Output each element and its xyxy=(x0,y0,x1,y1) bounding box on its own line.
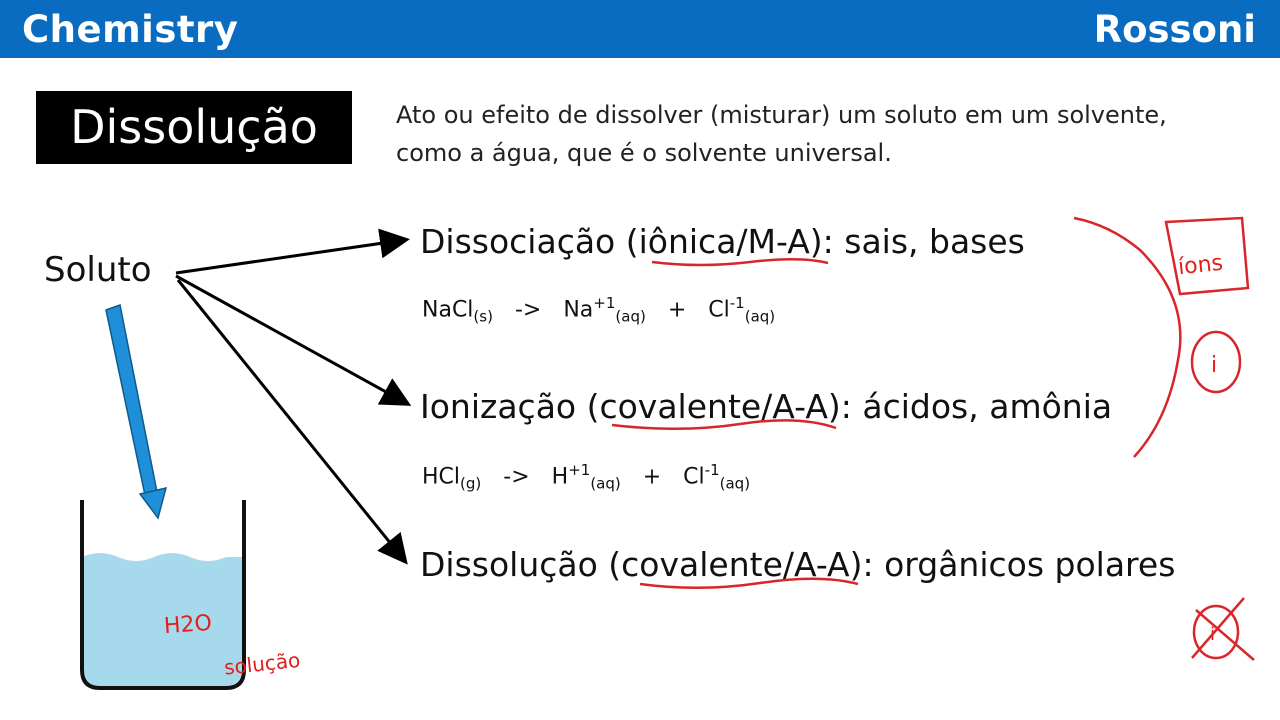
branch-dissolucao: Dissolução (covalente/A-A): orgânicos polares xyxy=(420,545,1176,584)
hcl-product-1-charge: +1 xyxy=(568,461,591,479)
crossed-i-icon xyxy=(1192,598,1254,660)
arrow-to-dissolucao xyxy=(178,280,404,560)
slide-title: Dissolução xyxy=(70,100,318,154)
nacl-reactant-state: (s) xyxy=(473,307,493,326)
nacl-product-2-charge: -1 xyxy=(729,294,745,312)
svg-text:i: i xyxy=(1210,624,1216,645)
branch-dissociacao: Dissociação (iônica/M-A): sais, bases xyxy=(420,222,1025,261)
nacl-product-1-state: (aq) xyxy=(615,307,646,326)
hcl-product-2-state: (aq) xyxy=(719,474,751,493)
definition-line-1: Ato ou efeito de dissolver (misturar) um soluto em um solvente, xyxy=(396,101,1167,129)
nacl-product-2: Cl xyxy=(708,297,730,323)
nacl-product-1: Na xyxy=(563,297,594,323)
soluto-label: Soluto xyxy=(44,250,152,290)
nacl-product-2-state: (aq) xyxy=(744,307,776,326)
hcl-product-1: H xyxy=(551,464,569,490)
water-annotation: H2O xyxy=(163,610,213,640)
beaker-icon xyxy=(82,500,244,688)
underline-ionica xyxy=(652,259,828,265)
hcl-arrow: -> xyxy=(503,464,530,490)
branch-ionizacao: Ionização (covalente/A-A): ácidos, amônia xyxy=(420,387,1113,426)
hcl-plus: + xyxy=(642,464,662,490)
header-subject: Chemistry xyxy=(22,8,239,51)
nacl-reactant: NaCl xyxy=(422,297,474,323)
hcl-reactant: HCl xyxy=(422,464,461,490)
hcl-product-2-charge: -1 xyxy=(704,461,720,479)
hcl-product-1-state: (aq) xyxy=(590,474,621,493)
red-brace-arc xyxy=(1074,218,1180,457)
nacl-product-1-charge: +1 xyxy=(593,294,616,312)
hcl-product-2: Cl xyxy=(683,464,705,490)
nacl-plus: + xyxy=(667,297,687,323)
i-annotation: i xyxy=(1211,353,1218,378)
blue-arrow-icon xyxy=(106,305,166,518)
ions-annotation: íons xyxy=(1176,250,1225,281)
nacl-arrow: -> xyxy=(514,297,542,323)
solution-annotation: solução xyxy=(222,647,302,680)
underline-covalente-2 xyxy=(640,579,858,588)
underline-covalente-1 xyxy=(612,420,836,428)
definition-line-2: como a água, que é o solvente universal. xyxy=(396,139,892,167)
header-author: Rossoni xyxy=(1093,8,1256,51)
hcl-reactant-state: (g) xyxy=(460,474,482,493)
arrow-to-ionizacao xyxy=(176,276,406,403)
arrow-to-dissociacao xyxy=(176,240,404,273)
